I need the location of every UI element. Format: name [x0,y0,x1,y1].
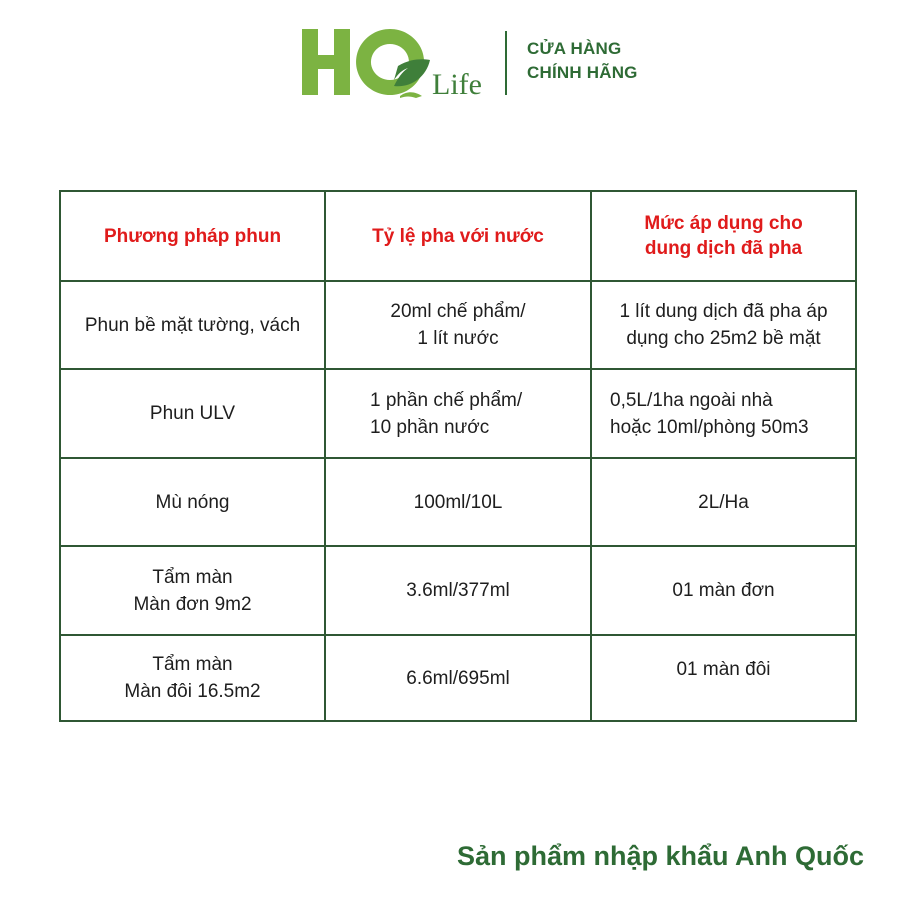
cell-usage: 01 màn đơn [672,580,775,601]
table-row [61,636,855,720]
brand-logo [302,26,492,102]
header-method: Phương pháp phun [61,192,326,280]
header-usage: Mức áp dụng cho dung dịch đã pha [644,213,803,259]
table-row [61,547,855,634]
cell-ratio: 1 phần chế phẩm/ 10 phần nước [326,370,592,457]
dilution-table [59,190,857,722]
cell-ratio: 20ml chế phẩm/ 1 lít nước [326,282,592,368]
cell-usage: 01 màn đôi [676,659,771,680]
cell-method: Phun ULV [61,370,326,457]
header-ratio: Tỷ lệ pha với nước [326,192,592,280]
cell-usage: 2L/Ha [698,491,749,513]
official-store-label [527,37,638,85]
cell-method: Tẩm màn Màn đơn 9m2 [61,547,326,634]
cell-method: Mù nóng [61,459,326,545]
store-line-2: CHÍNH HÃNG [527,63,638,82]
cell-ratio: 6.6ml/695ml [326,636,592,720]
import-origin-text: Sản phẩm nhập khẩu Anh Quốc [456,841,864,871]
cell-method: Tẩm màn Màn đôi 16.5m2 [61,636,326,720]
logo-divider [505,31,507,95]
cell-ratio: 100ml/10L [326,459,592,545]
table-row [61,282,855,368]
cell-usage: 1 lít dung dịch đã pha áp dụng cho 25m2 bề mặt [619,301,828,349]
store-line-1: CỬA HÀNG [527,39,622,58]
table-row [61,459,855,545]
cell-ratio: 3.6ml/377ml [326,547,592,634]
cell-usage: 0,5L/1ha ngoài nhà hoặc 10ml/phòng 50m3 [610,389,809,438]
table-header-row [61,192,855,280]
table-row [61,370,855,457]
cell-method: Phun bề mặt tường, vách [61,282,326,368]
logo-suffix: Life [432,68,482,101]
